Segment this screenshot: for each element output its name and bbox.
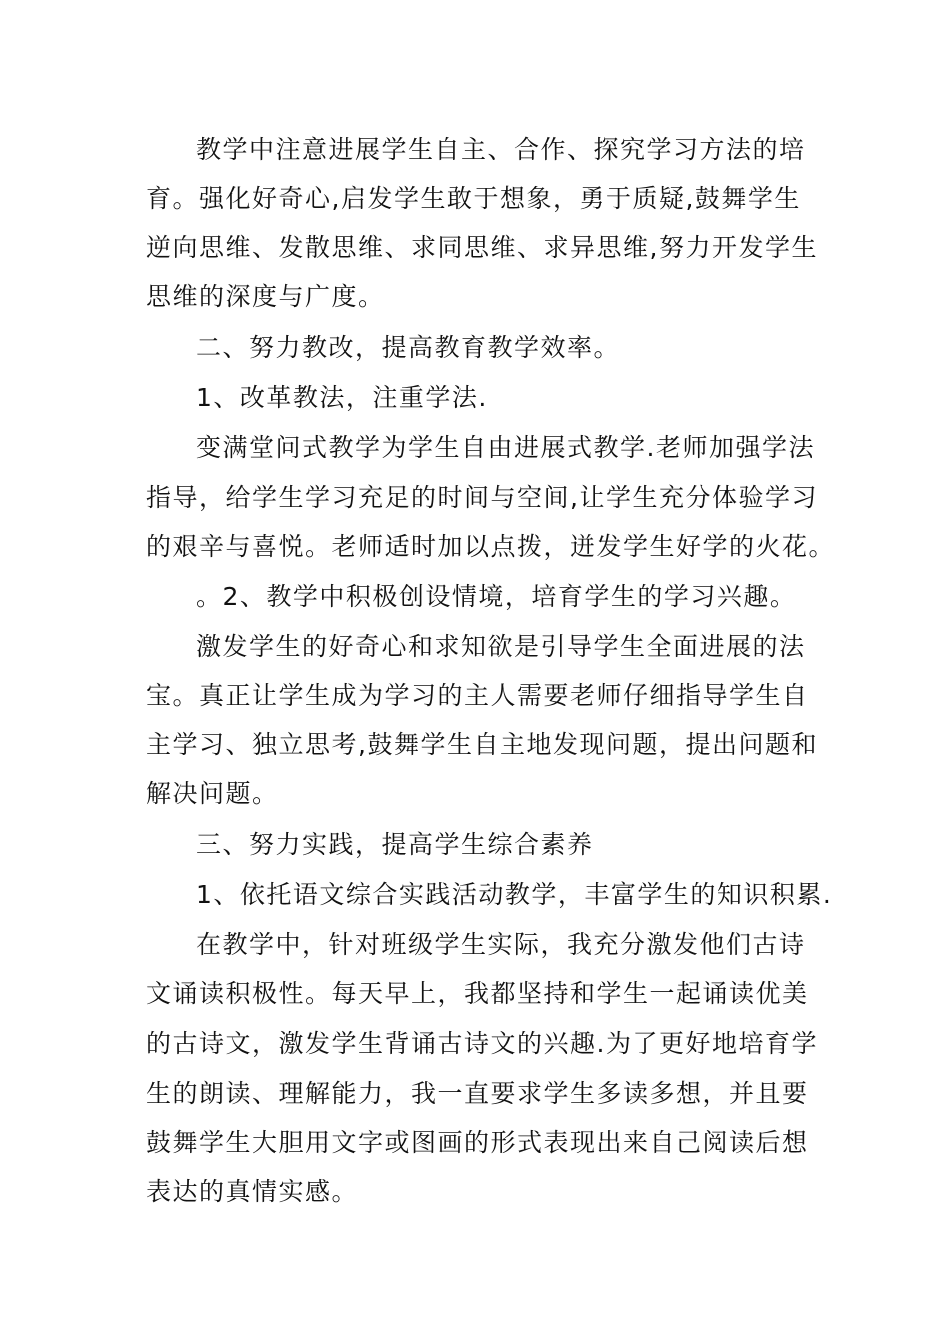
paragraph-line: 激发学生的好奇心和求知欲是引导学生全面进展的法	[196, 632, 806, 661]
paragraph-line: 逆向思维、发散思维、求同思维、求异思维,努力开发学生	[146, 233, 818, 262]
subsection-heading: 1、依托语文综合实践活动教学，丰富学生的知识积累.	[196, 880, 833, 909]
paragraph-line: 变满堂问式教学为学生自由进展式教学.老师加强学法	[196, 433, 815, 462]
paragraph-line: 教学中注意进展学生自主、合作、探究学习方法的培	[196, 135, 806, 164]
paragraph-line: 生的朗读、理解能力，我一直要求学生多读多想，并且要	[146, 1079, 809, 1108]
paragraph-line: 表达的真情实感。	[146, 1177, 359, 1206]
paragraph-line: 解决问题。	[146, 779, 279, 808]
paragraph-line: 的艰辛与喜悦。老师适时加以点拨，迸发学生好学的火花。	[146, 532, 836, 561]
section-heading: 二、努力教改，提高教育教学效率。	[196, 333, 621, 362]
paragraph-line: 的古诗文，激发学生背诵古诗文的兴趣.为了更好地培育学	[146, 1029, 818, 1058]
paragraph-line: 在教学中，针对班级学生实际，我充分激发他们古诗	[196, 930, 806, 959]
paragraph-line: 文诵读积极性。每天早上，我都坚持和学生一起诵读优美	[146, 979, 809, 1008]
paragraph-line: 主学习、独立思考,鼓舞学生自主地发现问题，提出问题和	[146, 730, 818, 759]
paragraph-line: 思维的深度与广度。	[146, 282, 385, 311]
paragraph-line: 鼓舞学生大胆用文字或图画的形式表现出来自己阅读后想	[146, 1128, 809, 1157]
paragraph-line: 宝。真正让学生成为学习的主人需要老师仔细指导学生自	[146, 681, 809, 710]
subsection-heading: 1、改革教法，注重学法.	[196, 383, 488, 412]
subsection-heading: 。2、教学中积极创设情境，培育学生的学习兴趣。	[196, 582, 797, 611]
paragraph-line: 育。强化好奇心,启发学生敢于想象，勇于质疑,鼓舞学生	[146, 184, 801, 213]
paragraph-line: 指导，给学生学习充足的时间与空间,让学生充分体验学习	[146, 483, 818, 512]
section-heading: 三、努力实践，提高学生综合素养	[196, 830, 594, 859]
